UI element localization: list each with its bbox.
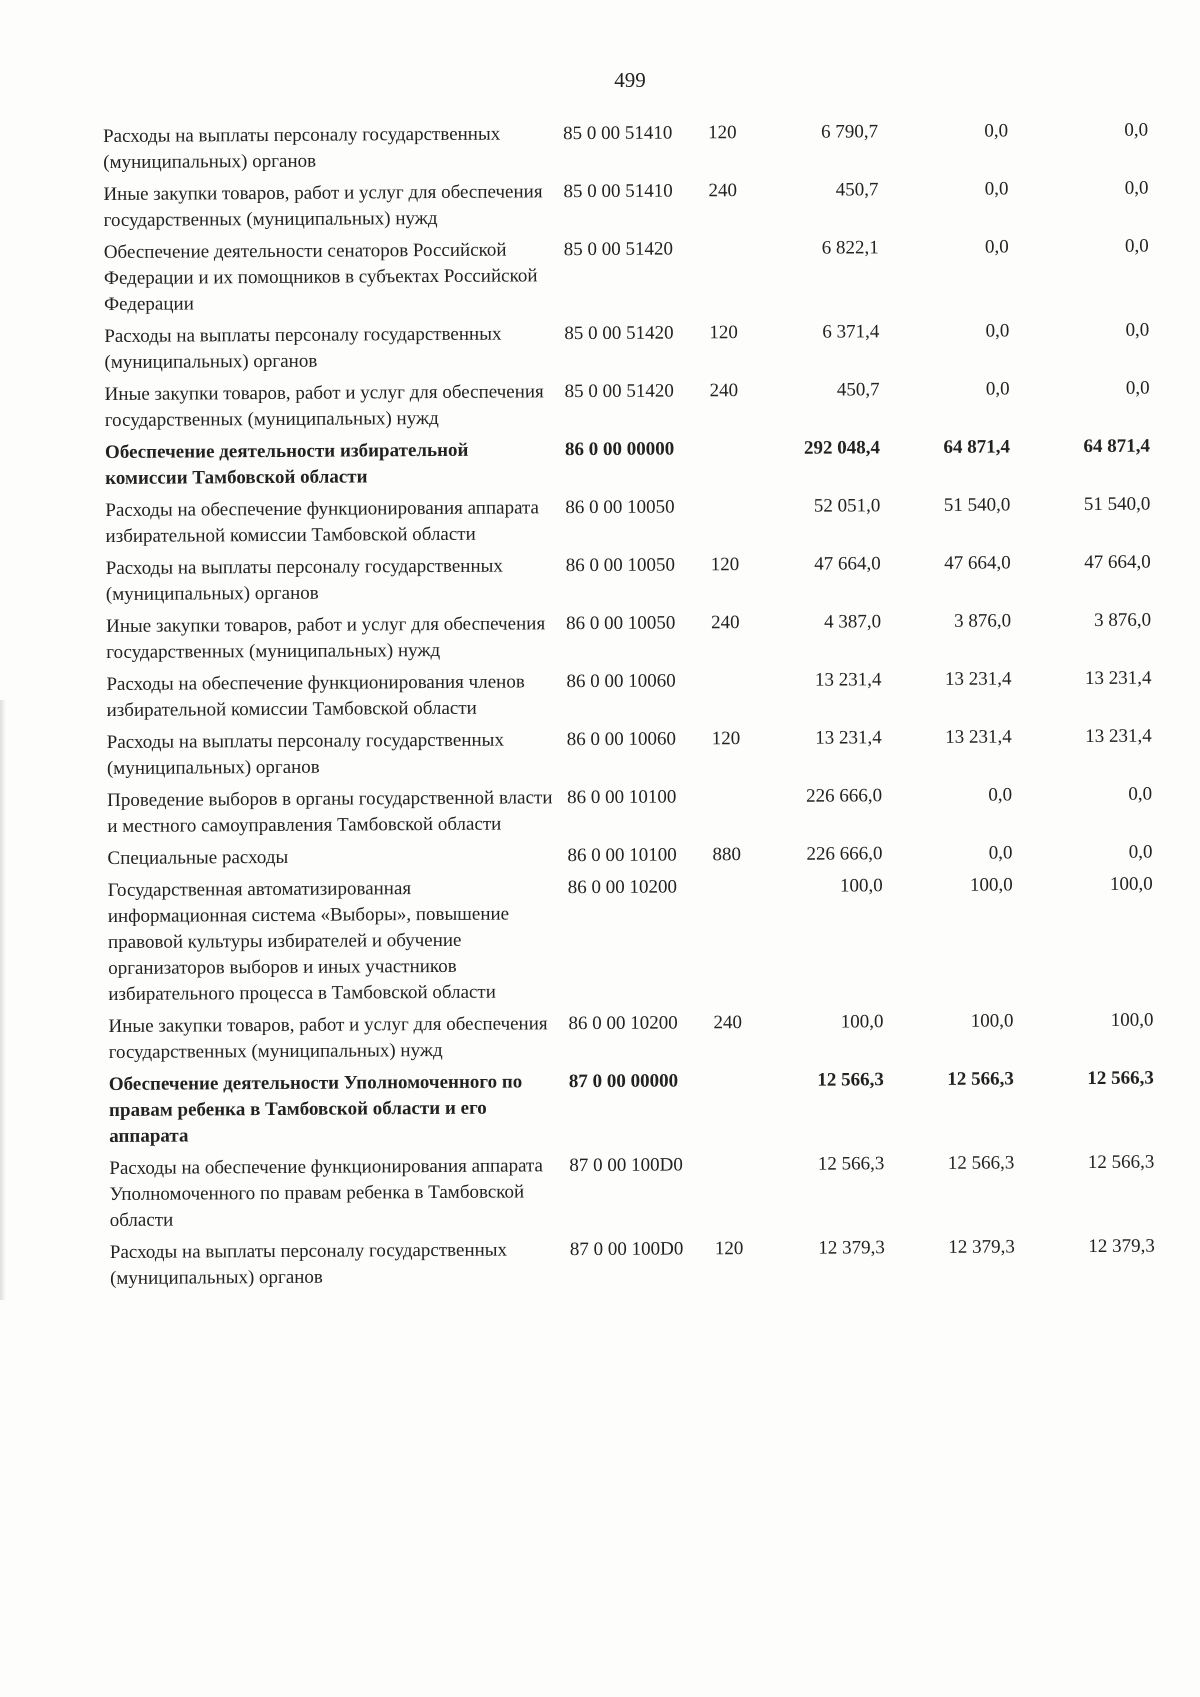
expense-type-code: 120	[714, 1238, 744, 1260]
expense-type-code	[710, 436, 760, 488]
amount-year-3: 3 876,0	[1093, 609, 1152, 631]
expense-name: Расходы на обеспечение функционирования аппарата Уполномоченного по правам ребенка в Тамбовской области	[109, 1155, 544, 1231]
amount-year-2: 47 664,0	[944, 552, 1011, 574]
expense-type-code	[714, 1068, 764, 1146]
amount-year-3: 0,0	[1125, 377, 1150, 399]
expense-type-code: 240	[710, 612, 740, 634]
amount-year-3: 0,0	[1124, 119, 1149, 141]
expense-type-code: 240	[709, 380, 739, 402]
amount-year-3: 12 566,3	[1087, 1067, 1154, 1090]
target-article-code: 86 0 00 10050	[565, 496, 675, 519]
expense-name: Обеспечение деятельности сенаторов Российской Федерации и их помощников в субъектах Российской Федерации	[103, 239, 538, 315]
table-row	[105, 491, 1175, 550]
amount-year-2: 0,0	[985, 320, 1010, 342]
expense-type-code	[711, 668, 761, 720]
table-section-row	[105, 433, 1175, 492]
budget-table	[103, 117, 1180, 1298]
amount-year-2: 13 231,4	[944, 668, 1012, 690]
amount-year-3: 51 540,0	[1083, 493, 1151, 516]
expense-type-code	[713, 874, 764, 1004]
expense-name: Обеспечение деятельности избирательной комиссии Тамбовской области	[104, 439, 469, 489]
target-article-code: 86 0 00 10200	[568, 1012, 678, 1035]
expense-type-code: 120	[710, 554, 740, 576]
expense-name: Расходы на обеспечение функционирования членов избирательной комиссии Тамбовской области	[106, 671, 525, 721]
table-row	[104, 317, 1174, 376]
amount-year-1: 47 664,0	[814, 553, 881, 575]
amount-year-1: 100,0	[840, 1011, 884, 1033]
amount-year-1: 13 231,4	[815, 727, 882, 749]
target-article-code: 87 0 00 100D0	[569, 1238, 684, 1261]
amount-year-3: 12 379,3	[1088, 1235, 1155, 1258]
amount-year-1: 13 231,4	[814, 669, 882, 691]
page-number: 499	[614, 68, 646, 92]
amount-year-3: 47 664,0	[1084, 551, 1151, 574]
amount-year-3: 100,0	[1110, 1009, 1154, 1031]
target-article-code: 86 0 00 00000	[564, 438, 675, 461]
expense-name: Иные закупки товаров, работ и услуг для обеспечения государственных (муниципальных) нужд	[104, 381, 544, 431]
amount-year-2: 100,0	[970, 1010, 1014, 1032]
target-article-code: 87 0 00 00000	[568, 1070, 679, 1093]
expense-type-code	[712, 784, 762, 836]
table-row	[107, 839, 1177, 872]
amount-year-1: 6 371,4	[822, 321, 880, 343]
table-row	[108, 1007, 1178, 1066]
amount-year-1: 12 566,3	[817, 1153, 885, 1175]
amount-year-1: 4 387,0	[823, 611, 882, 633]
expense-name: Иные закупки товаров, работ и услуг для обеспечения государственных (муниципальных) нужд	[106, 613, 546, 663]
table-row	[105, 375, 1175, 434]
amount-year-1: 450,7	[836, 379, 880, 401]
expense-name: Иные закупки товаров, работ и услуг для обеспечения государственных (муниципальных) нужд	[108, 1013, 548, 1063]
target-article-code: 86 0 00 10100	[567, 786, 677, 809]
expense-name: Специальные расходы	[107, 846, 289, 869]
target-article-code: 86 0 00 10200	[567, 876, 677, 899]
scan-edge-shadow	[0, 700, 6, 1300]
expense-type-code	[709, 236, 759, 314]
expense-name: Проведение выборов в органы государственной власти и местного самоуправления Тамбовской области	[107, 787, 553, 837]
table-row	[106, 549, 1176, 608]
expense-type-code	[714, 1152, 764, 1230]
expense-name: Государственная автоматизированная информационная система «Выборы», повышение правовой культуры избирателей и обучение организаторов выборов и иных участников избирательного процесса в Тамбовской области	[107, 878, 510, 1005]
target-article-code: 86 0 00 10050	[565, 612, 676, 635]
table-row	[103, 117, 1173, 176]
amount-year-2: 12 566,3	[947, 1068, 1014, 1090]
amount-year-3: 13 231,4	[1085, 725, 1152, 748]
amount-year-2: 51 540,0	[943, 494, 1011, 516]
expense-type-code: 240	[713, 1012, 743, 1034]
amount-year-3: 0,0	[1128, 841, 1153, 863]
expense-name: Обеспечение деятельности Уполномоченного по правам ребенка в Тамбовской области и его аппарата	[108, 1071, 523, 1147]
table-row	[110, 1233, 1180, 1292]
amount-year-1: 450,7	[835, 179, 879, 201]
expense-name: Расходы на выплаты персоналу государственных (муниципальных) органов	[109, 1239, 508, 1289]
table-row	[109, 1149, 1179, 1234]
table-section-row	[109, 1065, 1179, 1150]
expense-type-code: 120	[708, 122, 737, 144]
target-article-code: 86 0 00 10100	[567, 844, 677, 867]
amount-year-3: 0,0	[1125, 319, 1150, 341]
amount-year-2: 0,0	[985, 378, 1010, 400]
target-article-code: 85 0 00 51420	[564, 322, 674, 345]
amount-year-1: 12 379,3	[818, 1237, 885, 1259]
amount-year-3: 0,0	[1124, 235, 1149, 257]
expense-type-code: 880	[712, 844, 742, 866]
amount-year-1: 6 822,1	[821, 237, 879, 259]
target-article-code: 86 0 00 10060	[566, 670, 676, 693]
amount-year-1: 52 051,0	[813, 495, 881, 517]
table-row	[106, 665, 1176, 724]
amount-year-2: 64 871,4	[943, 436, 1011, 458]
amount-year-1: 6 790,7	[820, 121, 879, 143]
target-article-code: 86 0 00 10060	[566, 728, 677, 751]
expense-name: Расходы на выплаты персоналу государственных (муниципальных) органов	[103, 123, 501, 173]
amount-year-1: 226 666,0	[806, 843, 883, 865]
table-row	[106, 607, 1176, 666]
amount-year-2: 0,0	[984, 178, 1009, 200]
expense-type-code: 240	[708, 180, 737, 202]
expense-name: Расходы на обеспечение функционирования аппарата избирательной комиссии Тамбовской области	[105, 497, 540, 547]
amount-year-1: 292 048,4	[803, 437, 881, 459]
amount-year-2: 0,0	[988, 784, 1013, 806]
amount-year-1: 100,0	[839, 875, 883, 897]
amount-year-3: 13 231,4	[1084, 667, 1152, 690]
target-article-code: 85 0 00 51420	[563, 238, 674, 261]
amount-year-2: 12 566,3	[947, 1152, 1015, 1174]
expense-name: Расходы на выплаты персоналу государственных (муниципальных) органов	[106, 729, 504, 779]
amount-year-3: 0,0	[1128, 783, 1153, 805]
expense-type-code: 120	[711, 728, 741, 750]
expense-name: Расходы на выплаты персоналу государственных (муниципальных) органов	[105, 555, 503, 605]
target-article-code: 85 0 00 51410	[563, 180, 673, 203]
amount-year-3: 0,0	[1124, 177, 1149, 199]
target-article-code: 87 0 00 100D0	[569, 1154, 683, 1177]
amount-year-2: 100,0	[969, 874, 1013, 896]
target-article-code: 85 0 00 51420	[564, 380, 674, 403]
expense-name: Иные закупки товаров, работ и услуг для обеспечения государственных (муниципальных) нужд	[103, 181, 543, 231]
amount-year-2: 0,0	[988, 842, 1013, 864]
amount-year-2: 3 876,0	[953, 610, 1012, 632]
amount-year-2: 12 379,3	[948, 1236, 1015, 1258]
amount-year-2: 0,0	[984, 236, 1009, 258]
expense-type-code: 120	[709, 322, 738, 344]
table-row	[107, 723, 1177, 782]
table-row	[108, 871, 1179, 1008]
amount-year-3: 64 871,4	[1083, 435, 1151, 458]
amount-year-1: 226 666,0	[806, 785, 883, 807]
amount-year-2: 0,0	[984, 120, 1009, 142]
table-row	[103, 175, 1173, 234]
amount-year-1: 12 566,3	[817, 1069, 884, 1091]
expense-type-code	[710, 494, 760, 546]
table-row	[107, 781, 1177, 840]
amount-year-3: 100,0	[1109, 873, 1153, 895]
amount-year-3: 12 566,3	[1087, 1151, 1155, 1174]
amount-year-2: 13 231,4	[945, 726, 1012, 748]
target-article-code: 85 0 00 51410	[563, 122, 673, 145]
target-article-code: 86 0 00 10050	[565, 554, 676, 577]
table-row	[104, 233, 1174, 318]
expense-name: Расходы на выплаты персоналу государственных (муниципальных) органов	[104, 323, 502, 373]
